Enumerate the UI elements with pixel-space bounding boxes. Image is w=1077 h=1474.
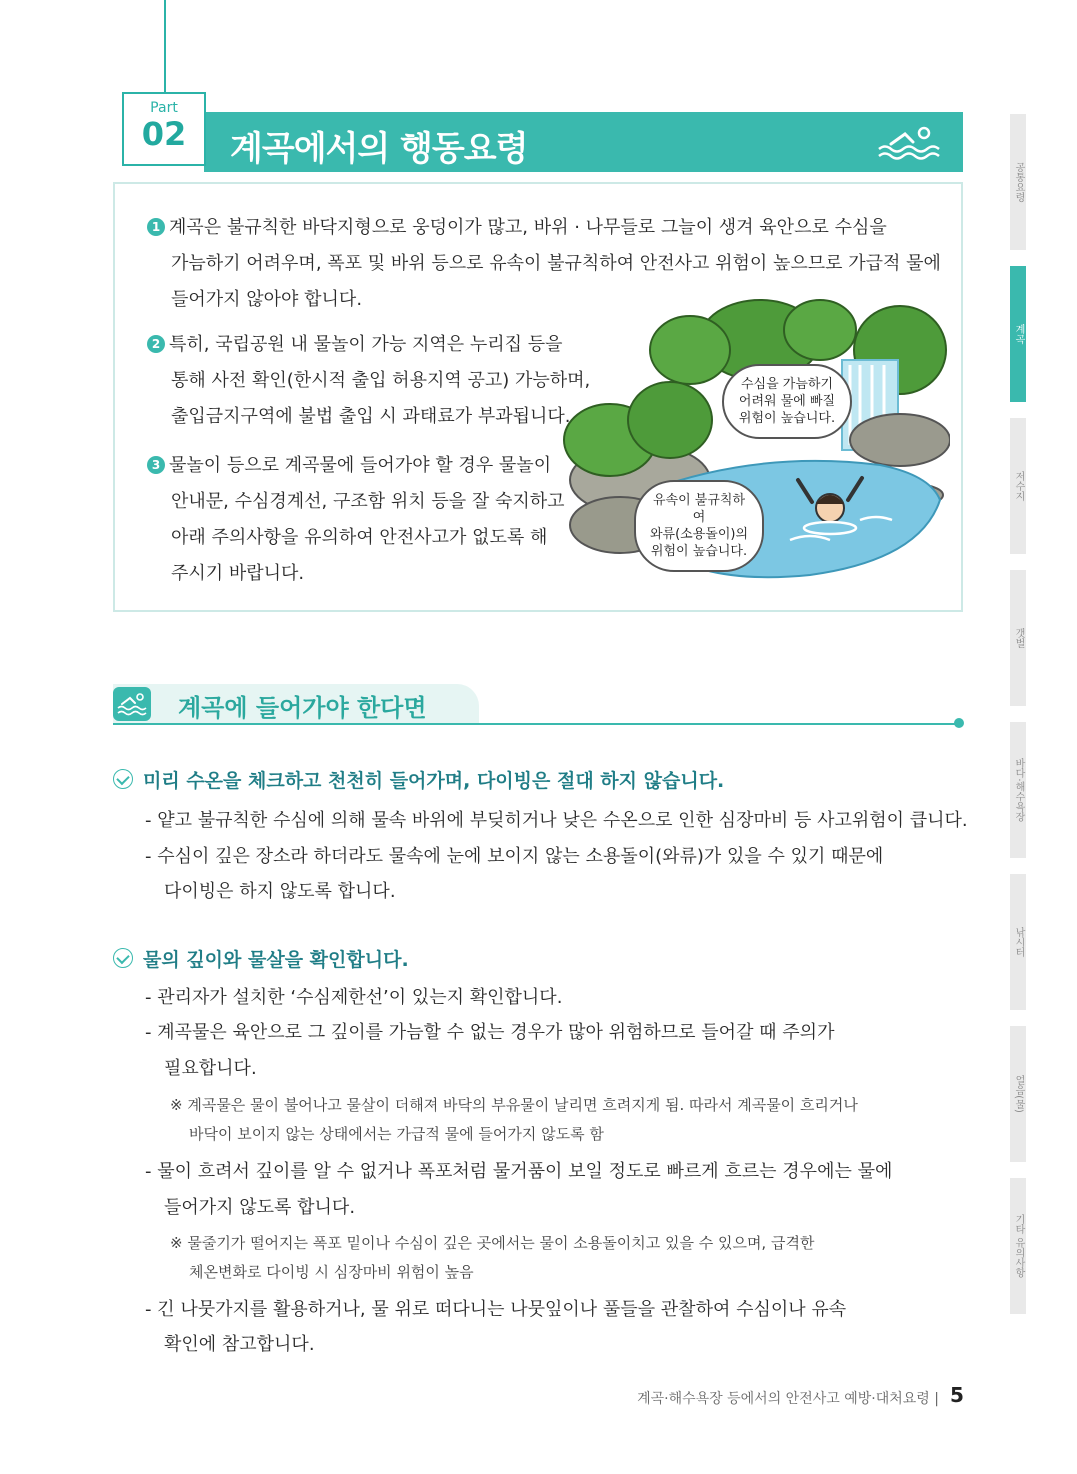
bubble-text: 유속이 불규칙하여 xyxy=(652,493,746,525)
chapter-title: 계곡에서의 행동요령 xyxy=(230,129,528,169)
intro-text: 아래 주의사항을 유의하여 안전사고가 없도록 해 xyxy=(171,527,548,548)
side-tab-label: 저수지 xyxy=(1013,471,1024,501)
side-tab-label: 얼음(물) xyxy=(1013,1075,1024,1113)
intro-text: 가늠하기 어려우며, 폭포 및 바위 등으로 유속이 불규칙하여 안전사고 위험이 높으므로 가급적 물에 xyxy=(171,253,941,274)
intro-text: 들어가지 않아야 합니다. xyxy=(171,289,363,310)
item1-heading: 미리 수온을 체크하고 천천히 들어가며, 다이빙은 절대 하지 않습니다. xyxy=(143,770,725,792)
page-number: 5 xyxy=(950,1383,964,1407)
section-title: 계곡에 들어가야 한다면 xyxy=(178,694,427,722)
intro-text: 출입금지구역에 불법 출입 시 과태료가 부과됩니다. xyxy=(171,406,571,427)
intro-text: 안내문, 수심경계선, 구조함 위치 등을 잘 숙지하고 xyxy=(171,491,565,512)
intro-paragraph-2 xyxy=(147,327,607,435)
side-tab-label: 기타 유의사항 xyxy=(1013,1214,1024,1278)
speech-bubble-depth xyxy=(722,364,852,439)
intro-paragraph-3 xyxy=(147,448,567,592)
item2-note-2: ※ 물줄기가 떨어지는 폭포 밑이나 수심이 깊은 곳에서는 물이 소용돌이치고 있을 수 있으며, 급격한 xyxy=(170,1234,815,1252)
bubble-text: 위험이 높습니다. xyxy=(650,544,748,559)
item2-bullet-4: - 긴 나뭇가지를 활용하거나, 물 위로 떠다니는 나뭇잎이나 풀들을 관찰하여 수심이나 유속 xyxy=(145,1299,847,1320)
item2-heading: 물의 깊이와 물살을 확인합니다. xyxy=(143,949,409,971)
item1-bullet-2-cont: 다이빙은 하지 않도록 합니다. xyxy=(164,881,396,902)
intro-text: 통해 사전 확인(한시적 출입 허용지역 공고) 가능하며, xyxy=(171,370,591,391)
item2-bullet-4-cont: 확인에 참고합니다. xyxy=(164,1334,315,1355)
side-tab-common[interactable] xyxy=(1010,114,1026,250)
item1-bullet-1: - 얕고 불규칙한 수심에 의해 물속 바위에 부딪히거나 낮은 수온으로 인한 심장마비 등 사고위험이 큽니다. xyxy=(145,810,968,831)
item2-bullet-2: - 계곡물은 육안으로 그 깊이를 가늠할 수 없는 경우가 많아 위험하므로 들어갈 때 주의가 xyxy=(145,1022,835,1043)
side-tab-label: 계곡 xyxy=(1013,324,1024,344)
item2-note-1: ※ 계곡물은 물이 불어나고 물살이 더해져 바닥의 부유물이 날리면 흐려지게 됨. 따라서 계곡물이 흐리거나 xyxy=(170,1096,858,1114)
intro-text: 주시기 바랍니다. xyxy=(171,563,305,584)
part-badge xyxy=(122,92,206,166)
side-tab-mudflat[interactable] xyxy=(1010,570,1026,706)
number-badge-3: 3 xyxy=(147,456,165,474)
check-circle-icon xyxy=(113,769,133,789)
check-circle-icon xyxy=(113,948,133,968)
item2-note-1-cont: 바닥이 보이지 않는 상태에서는 가급적 물에 들어가지 않도록 함 xyxy=(189,1125,604,1143)
side-tab-label: 공통요령 xyxy=(1013,162,1024,202)
speech-bubble-current xyxy=(634,480,764,572)
decor-vertical-line xyxy=(164,0,166,96)
chapter-title-bar xyxy=(204,112,963,172)
swimmer-icon xyxy=(875,124,941,162)
part-number: 02 xyxy=(141,115,187,153)
side-tab-reservoir[interactable] xyxy=(1010,418,1026,554)
side-tab-ice[interactable] xyxy=(1010,1026,1026,1162)
item1-bullet-2: - 수심이 깊은 장소라 하더라도 물속에 눈에 보이지 않는 소용돌이(와류)가 있을 수 있기 때문에 xyxy=(145,846,884,867)
intro-text: 계곡은 불규칙한 바닥지형으로 웅덩이가 많고, 바위 · 나무들로 그늘이 생겨 육안으로 수심을 xyxy=(169,217,887,238)
side-tab-label: 낚시터 xyxy=(1013,927,1024,957)
intro-text: 물놀이 등으로 계곡물에 들어가야 할 경우 물놀이 xyxy=(169,455,552,476)
side-tab-fishing[interactable] xyxy=(1010,874,1026,1010)
item2-bullet-2-cont: 필요합니다. xyxy=(164,1058,257,1079)
number-badge-1: 1 xyxy=(147,218,165,236)
intro-text: 특히, 국립공원 내 물놀이 가능 지역은 누리집 등을 xyxy=(169,334,563,355)
item2-bullet-3-cont: 들어가지 않도록 합니다. xyxy=(164,1197,356,1218)
section-divider-dot xyxy=(954,718,964,728)
bubble-text: 와류(소용돌이)의 xyxy=(649,527,749,542)
number-badge-2: 2 xyxy=(147,335,165,353)
side-tab-valley[interactable] xyxy=(1010,266,1026,402)
bubble-text: 위험이 높습니다. xyxy=(738,411,836,426)
side-tab-label: 갯벌 xyxy=(1013,628,1024,648)
side-tab-beach[interactable] xyxy=(1010,722,1026,858)
section-divider xyxy=(113,723,958,725)
side-tab-label: 바다·해수욕장 xyxy=(1013,758,1024,822)
part-label: Part xyxy=(150,100,178,116)
side-tab-other[interactable] xyxy=(1010,1178,1026,1314)
swimmer-icon xyxy=(113,687,151,721)
bubble-text: 수심을 가늠하기 xyxy=(740,377,834,392)
valley-illustration xyxy=(560,290,950,590)
item2-note-2-cont: 체온변화로 다이빙 시 심장마비 위험이 높음 xyxy=(189,1263,474,1281)
bubble-text: 어려워 물에 빠질 xyxy=(738,394,836,409)
footer-text: 계곡·해수욕장 등에서의 안전사고 예방·대처요령 | xyxy=(637,1391,939,1407)
item2-bullet-1: - 관리자가 설치한 ‘수심제한선’이 있는지 확인합니다. xyxy=(145,987,563,1008)
item2-bullet-3: - 물이 흐려서 깊이를 알 수 없거나 폭포처럼 물거품이 보일 정도로 빠르게 흐르는 경우에는 물에 xyxy=(145,1161,893,1182)
